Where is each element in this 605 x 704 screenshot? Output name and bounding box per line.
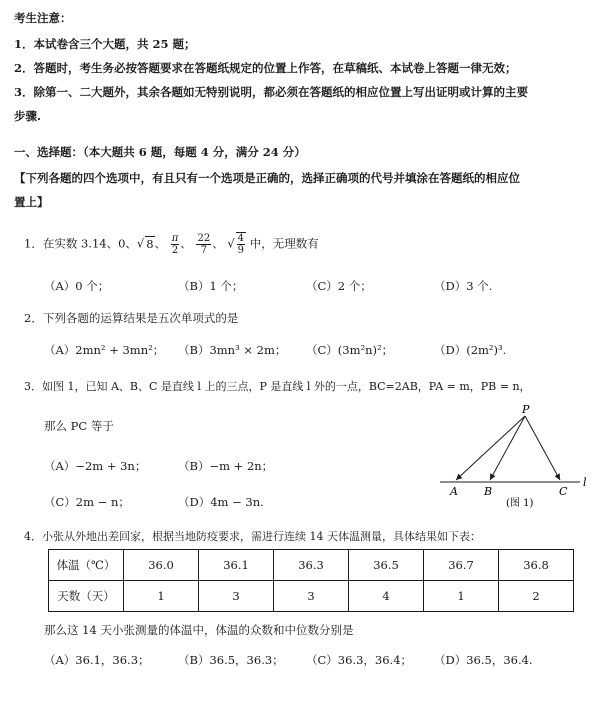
table-row (49, 581, 574, 612)
notice-title: 考生注意： (14, 11, 72, 25)
notice-line-1: 1．本试卷含三个大题，共 25 题； (14, 37, 196, 51)
table-cell: 36.5 (349, 550, 424, 581)
q1-option-d: （D）3 个. (434, 279, 493, 293)
q1-prefix: 1．在实数 3.14、0、 (24, 236, 137, 251)
temperature-table (48, 549, 574, 612)
vector-pa (456, 416, 525, 480)
notice-line-2: 2．答题时，考生务必按答题要求在答题纸规定的位置上作答，在草稿纸、本试卷上答题一律无效； (14, 61, 517, 75)
table-cell: 3 (199, 581, 274, 612)
q2-option-d: （D）(2m²)³. (434, 343, 507, 357)
q3-option-b: （B）−m + 2n； (178, 459, 274, 473)
figure-caption: (图 1) (506, 498, 534, 509)
table-row (49, 550, 574, 581)
q3-option-c: （C）2m − n； (44, 495, 130, 509)
label-p: P (522, 403, 530, 416)
label-c: C (559, 485, 568, 498)
q2-option-a: （A）2mn² + 3mn²； (44, 343, 165, 357)
table-cell: 3 (274, 581, 349, 612)
q1-suffix: 中，无理数有 (249, 236, 319, 251)
q2-stem: 2．下列各题的运算结果是五次单项式的是 (24, 311, 239, 325)
q1-frac-pi: $\frac{\pi}{2}$ (171, 233, 179, 256)
q2-option-b: （B）3mn³ × 2m； (178, 343, 287, 357)
q1-sqrt8: 8 (146, 236, 154, 251)
label-a: A (450, 485, 458, 498)
q4-option-a: （A）36.1，36.3； (44, 653, 150, 667)
q1-stem: 1．在实数 3.14、0、√ 8、 $\frac{\pi}{2}$ 、 $\frac{22}{7}$ 、 √ $\frac{4}{9}$ 中，无理数有 (24, 233, 319, 256)
vector-pc (525, 416, 560, 480)
table-cell: 36.0 (124, 550, 199, 581)
table-cell: 36.3 (274, 550, 349, 581)
section-heading: 一、选择题：（本大题共 6 题，每题 4 分，满分 24 分） (14, 145, 306, 159)
section-instruction-b: 置上】 (14, 195, 49, 209)
table-cell: 36.1 (199, 550, 274, 581)
q3-figure-1 (430, 402, 595, 517)
q4-option-b: （B）36.5，36.3； (178, 653, 284, 667)
q1-frac-22-7: $\frac{22}{7}$ (197, 233, 211, 256)
notice-line-3b: 步骤. (14, 109, 42, 123)
vector-pb (490, 416, 525, 480)
section-instruction-a: 【下列各题的四个选项中，有且只有一个选项是正确的，选择正确项的代号并填涂在答题纸的相应位 (14, 171, 520, 185)
q4-option-d: （D）36.5，36.4. (434, 653, 533, 667)
q1-option-a: （A）0 个； (44, 279, 110, 293)
notice-line-3a: 3．除第一、二大题外，其余各题如无特别说明，都必须在答题纸的相应位置上写出证明或计算的主要 (14, 85, 528, 99)
q4-stem: 4．小张从外地出差回家，根据当地防疫要求，需进行连续 14 天体温测量，具体结果如下表： (24, 530, 481, 543)
table-cell: 36.7 (424, 550, 499, 581)
table-cell: 1 (124, 581, 199, 612)
q1-option-c: （C）2 个； (306, 279, 372, 293)
table-header-days: 天数（天） (49, 581, 124, 612)
q3-option-a: （A）−2m + 3n； (44, 459, 147, 473)
table-cell: 1 (424, 581, 499, 612)
label-b: B (484, 485, 493, 498)
q4-question: 那么这 14 天小张测量的体温中，体温的众数和中位数分别是 (44, 623, 354, 637)
q1-option-b: （B）1 个； (178, 279, 244, 293)
q3-stem-line1: 3．如图 1，已知 A、B、C 是直线 l 上的三点，P 是直线 l 外的一点，BC=2AB，PA = m，PB = n， (24, 380, 531, 393)
q2-option-c: （C）(3m²n)²； (306, 343, 394, 357)
table-cell: 2 (499, 581, 574, 612)
q3-option-d: （D）4m − 3n. (178, 495, 264, 509)
q1-sqrt-frac: $\frac{4}{9}$ (237, 233, 245, 256)
table-cell: 4 (349, 581, 424, 612)
table-cell: 36.8 (499, 550, 574, 581)
label-l: l (583, 476, 587, 489)
table-header-temp: 体温（℃） (49, 550, 124, 581)
q3-stem-line2: 那么 PC 等于 (44, 419, 114, 433)
q4-option-c: （C）36.3，36.4； (306, 653, 413, 667)
